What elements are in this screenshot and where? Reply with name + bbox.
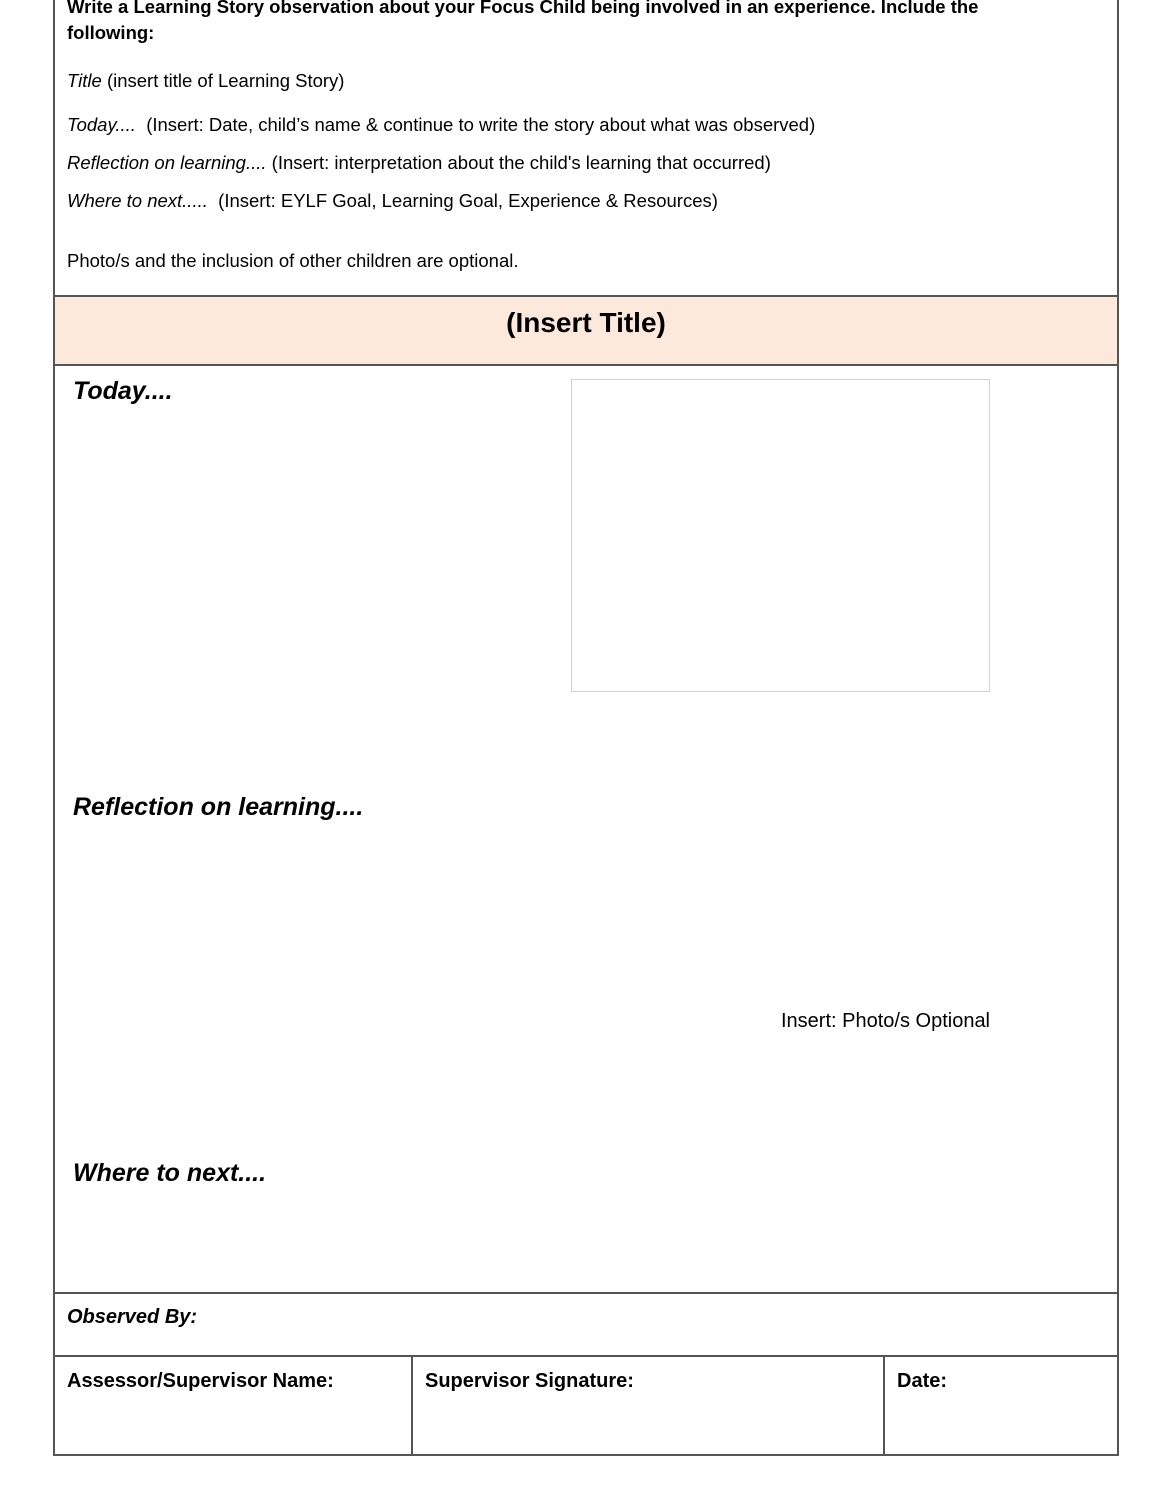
divider <box>53 1292 1119 1294</box>
supervisor-signature-label: Supervisor Signature: <box>425 1370 634 1392</box>
reflection-heading: Reflection on learning.... <box>73 793 364 821</box>
instruction-label: Reflection on learning.... <box>67 152 267 173</box>
observed-by-label: Observed By: <box>67 1306 198 1328</box>
instruction-text: (Insert: Date, child’s name & continue to write the story about what was observed) <box>146 114 816 135</box>
instruction-label: Today.... <box>67 114 136 135</box>
instruction-today <box>67 114 815 136</box>
form-frame <box>53 0 1119 1456</box>
divider <box>53 364 1119 366</box>
divider <box>53 1355 1119 1357</box>
photo-caption: Insert: Photo/s Optional <box>781 1010 991 1032</box>
instruction-label: Where to next..... <box>67 190 208 211</box>
instructions-note: Photo/s and the inclusion of other children are optional. <box>67 250 519 271</box>
today-heading: Today.... <box>73 377 173 405</box>
story-title[interactable]: (Insert Title) <box>506 307 666 338</box>
instruction-text: (Insert: EYLF Goal, Learning Goal, Experience & Resources) <box>218 190 718 211</box>
instruction-label: Title <box>67 70 102 91</box>
instructions-heading-cont: following: <box>67 22 155 43</box>
instruction-next <box>67 190 718 212</box>
assessor-name-label: Assessor/Supervisor Name: <box>67 1370 334 1392</box>
photo-placeholder[interactable] <box>571 379 990 692</box>
instruction-reflection <box>67 152 771 174</box>
column-divider <box>411 1355 413 1456</box>
instruction-title <box>67 70 344 92</box>
instruction-text: (insert title of Learning Story) <box>106 70 345 91</box>
next-heading: Where to next.... <box>73 1159 267 1187</box>
instruction-text: (Insert: interpretation about the child's learning that occurred) <box>271 152 771 173</box>
date-label: Date: <box>897 1370 948 1392</box>
column-divider <box>883 1355 885 1456</box>
instructions-heading: Write a Learning Story observation about your Focus Child being involved in an experience. Include the <box>67 0 979 17</box>
